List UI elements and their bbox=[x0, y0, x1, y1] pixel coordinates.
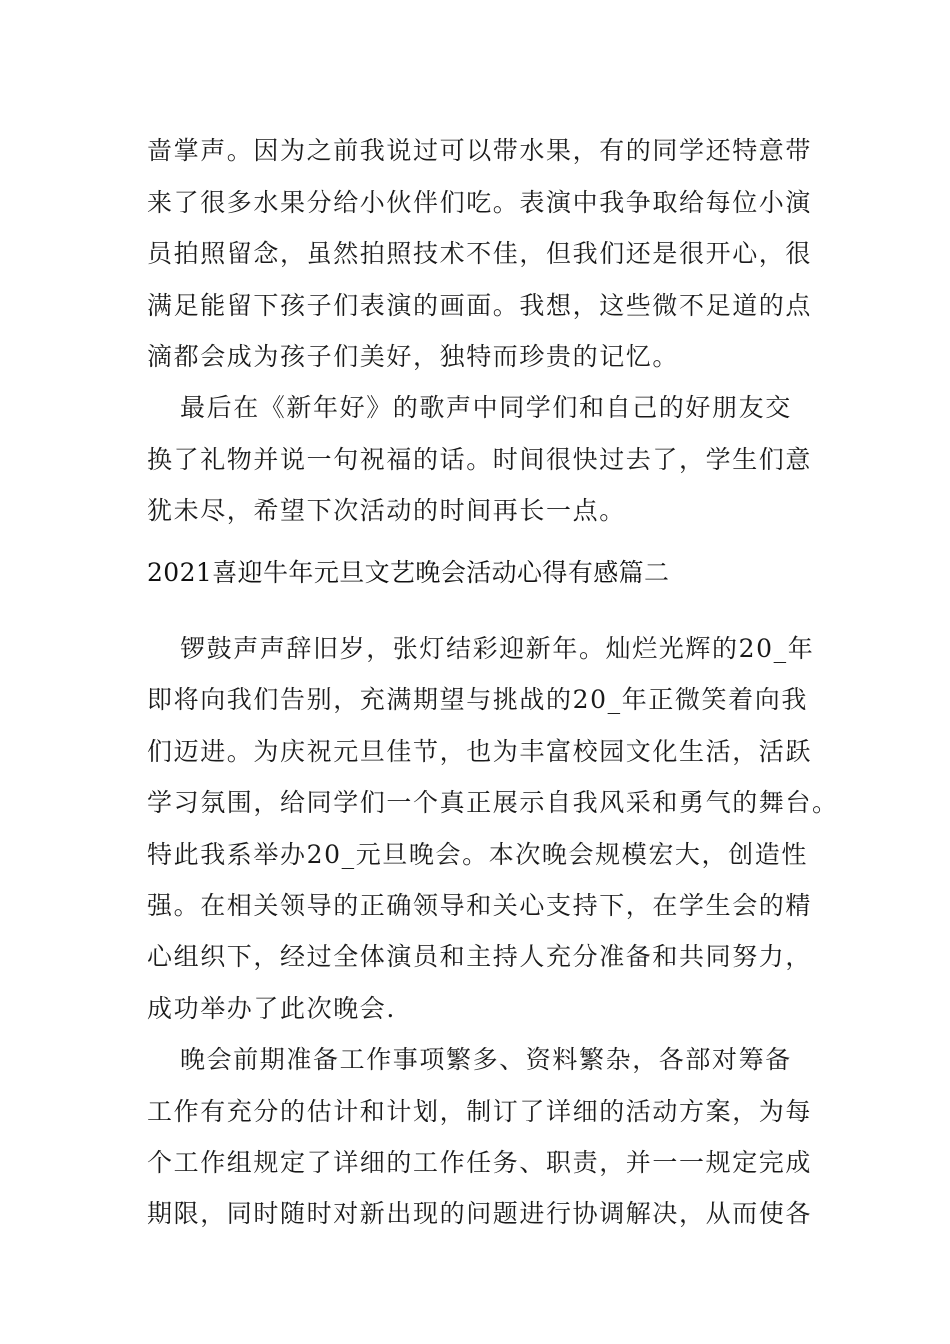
paragraph-line: 犹未尽，希望下次活动的时间再长一点。 bbox=[147, 496, 626, 525]
paragraph-line: 工作有充分的估计和计划，制订了详细的活动方案，为每 bbox=[147, 1097, 813, 1126]
paragraph-line: 们迈进。为庆祝元旦佳节，也为丰富校园文化生活，活跃 bbox=[147, 737, 813, 766]
paragraph-line: 来了很多水果分给小伙伴们吃。表演中我争取给每位小演 bbox=[147, 188, 813, 217]
paragraph-line: 换了礼物并说一句祝福的话。时间很快过去了，学生们意 bbox=[147, 445, 813, 474]
paragraph-line: 成功举办了此次晚会. bbox=[147, 994, 396, 1023]
paragraph-line: 啬掌声。因为之前我说过可以带水果，有的同学还特意带 bbox=[147, 136, 813, 165]
paragraph-line: 特此我系举办20_元旦晚会。本次晚会规模宏大，创造性 bbox=[147, 840, 808, 869]
paragraph-line: 期限，同时随时对新出现的问题进行协调解决，从而使各 bbox=[147, 1199, 813, 1228]
paragraph-line: 个工作组规定了详细的工作任务、职责，并一一规定完成 bbox=[147, 1148, 813, 1177]
paragraph-line: 最后在《新年好》的歌声中同学们和自己的好朋友交 bbox=[180, 393, 792, 422]
paragraph-line: 锣鼓声声辞旧岁，张灯结彩迎新年。灿烂光辉的20_年 bbox=[180, 634, 815, 663]
paragraph-line: 晚会前期准备工作事项繁多、资料繁杂，各部对筹备 bbox=[180, 1045, 792, 1074]
paragraph-line: 员拍照留念，虽然拍照技术不佳，但我们还是很开心，很 bbox=[147, 239, 813, 268]
section-heading: 2021喜迎牛年元旦文艺晚会活动心得有感篇二 bbox=[147, 558, 670, 587]
paragraph-line: 即将向我们告别，充满期望与挑战的20_年正微笑着向我 bbox=[147, 685, 808, 714]
paragraph-line: 满足能留下孩子们表演的画面。我想，这些微不足道的点 bbox=[147, 291, 813, 320]
paragraph-line: 强。在相关领导的正确领导和关心支持下，在学生会的精 bbox=[147, 891, 813, 920]
paragraph-line: 学习氛围，给同学们一个真正展示自我风采和勇气的舞台。 bbox=[147, 788, 839, 817]
paragraph-line: 心组织下，经过全体演员和主持人充分准备和共同努力， bbox=[147, 942, 813, 971]
paragraph-line: 滴都会成为孩子们美好，独特而珍贵的记忆。 bbox=[147, 342, 680, 371]
